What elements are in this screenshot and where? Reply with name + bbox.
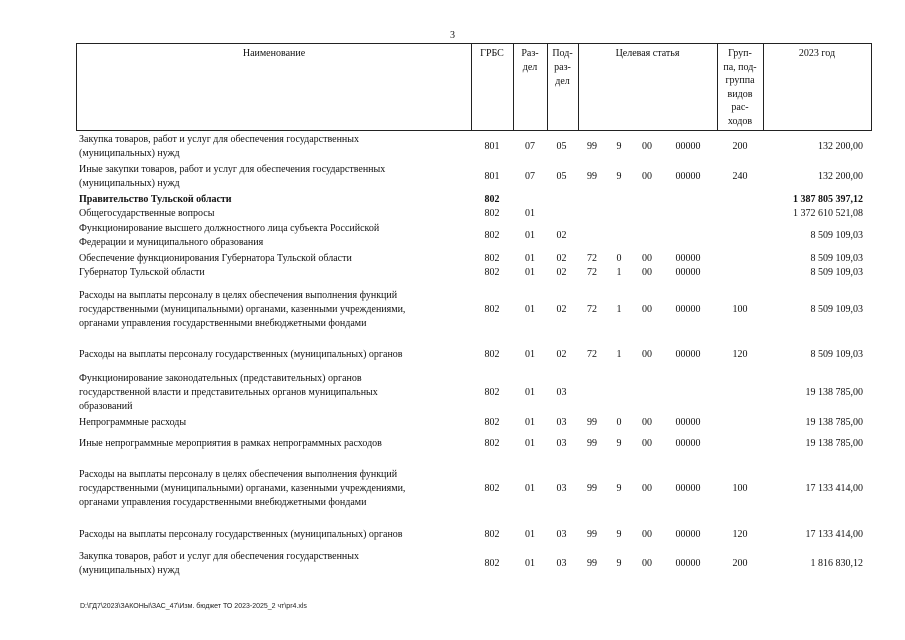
cell-t1: 99 [587, 483, 597, 494]
cell-amount: 1 372 610 521,08 [793, 208, 863, 219]
cell-rz: 07 [525, 141, 535, 152]
cell-t3: 00 [642, 171, 652, 182]
cell-amount: 19 138 785,00 [805, 438, 863, 449]
cell-t1: 99 [587, 417, 597, 428]
cell-rz: 01 [525, 483, 535, 494]
cell-pr: 02 [556, 267, 567, 278]
cell-vr: 100 [732, 483, 748, 494]
cell-t4: 00000 [675, 267, 701, 278]
cell-amount: 19 138 785,00 [805, 417, 863, 428]
row-name: Иные непрограммные мероприятия в рамках непрограммных расходов [79, 438, 382, 449]
table-row [0, 289, 905, 331]
cell-rz: 01 [525, 529, 535, 540]
header-podrazdel: Под- раз- дел [552, 48, 573, 87]
cell-grbs: 802 [484, 438, 500, 449]
cell-t4: 00000 [675, 349, 701, 360]
cell-t2: 1 [616, 267, 622, 278]
cell-grbs: 802 [484, 349, 500, 360]
cell-t3: 00 [642, 529, 652, 540]
cell-t2: 1 [616, 349, 622, 360]
cell-amount: 17 133 414,00 [805, 529, 863, 540]
cell-t3: 00 [642, 253, 652, 264]
row-name: Непрограммные расходы [79, 417, 187, 428]
cell-pr: 03 [556, 417, 567, 428]
cell-grbs: 801 [484, 141, 500, 152]
cell-rz: 07 [525, 171, 535, 182]
table-row [0, 348, 905, 362]
row-name: Правительство Тульской области [79, 194, 232, 205]
cell-vr: 200 [732, 558, 748, 569]
cell-t3: 00 [642, 141, 652, 152]
cell-amount: 1 816 830,12 [810, 558, 863, 569]
table-row [0, 222, 905, 250]
cell-t3: 00 [642, 438, 652, 449]
cell-grbs: 802 [484, 529, 500, 540]
cell-t4: 00000 [675, 529, 701, 540]
row-name: Закупка товаров, работ и услуг для обеспечения государственных (муниципальных) нужд [79, 134, 360, 159]
cell-t3: 00 [642, 417, 652, 428]
cell-t1: 72 [587, 304, 597, 315]
cell-amount: 17 133 414,00 [805, 483, 863, 494]
cell-grbs: 802 [484, 417, 500, 428]
table-row [0, 550, 905, 578]
cell-t2: 9 [616, 483, 622, 494]
row-name: Иные закупки товаров, работ и услуг для обеспечения государственных (муниципальных) нужд [79, 164, 386, 189]
cell-t3: 00 [642, 483, 652, 494]
header-expense-group: Груп- па, под- группа видов рас- ходов [723, 48, 757, 127]
cell-pr: 05 [556, 171, 567, 182]
cell-amount: 132 200,00 [818, 171, 863, 182]
cell-pr: 03 [556, 438, 567, 449]
table-row [0, 266, 905, 280]
table-row [0, 437, 905, 451]
cell-pr: 02 [556, 253, 567, 264]
cell-grbs: 802 [484, 194, 500, 205]
table-row [0, 133, 905, 161]
cell-rz: 01 [525, 230, 535, 241]
cell-grbs: 801 [484, 171, 500, 182]
cell-amount: 8 509 109,03 [810, 304, 863, 315]
row-name: Расходы на выплаты персоналу государственных (муниципальных) органов [79, 529, 403, 540]
cell-t1: 99 [587, 438, 597, 449]
cell-rz: 01 [525, 438, 535, 449]
row-name: Обеспечение функционирования Губернатора Тульской области [79, 253, 352, 264]
cell-vr: 120 [732, 529, 748, 540]
table-row [0, 207, 905, 221]
cell-t2: 9 [616, 171, 622, 182]
cell-grbs: 802 [484, 267, 500, 278]
cell-rz: 01 [525, 387, 535, 398]
row-name: Функционирование высшего должностного лица субъекта Российской Федерации и муниципального образования [79, 223, 380, 248]
row-name: Общегосударственные вопросы [79, 208, 215, 219]
cell-rz: 01 [525, 267, 535, 278]
header-name: Наименование [242, 48, 306, 59]
table-row [0, 163, 905, 191]
table-header [76, 43, 872, 131]
cell-t1: 99 [587, 171, 597, 182]
cell-amount: 19 138 785,00 [805, 387, 863, 398]
cell-grbs: 802 [484, 230, 500, 241]
cell-rz: 01 [525, 349, 535, 360]
cell-rz: 01 [525, 208, 535, 219]
header-year: 2023 год [798, 48, 836, 59]
cell-t1: 72 [587, 349, 597, 360]
cell-grbs: 802 [484, 387, 500, 398]
cell-grbs: 802 [484, 253, 500, 264]
row-name: Функционирование законодательных (представительных) органов государственной власти и представительных органов муниципальных образований [79, 373, 378, 412]
cell-grbs: 802 [484, 208, 500, 219]
cell-t4: 00000 [675, 417, 701, 428]
table-row [0, 193, 905, 207]
cell-t1: 99 [587, 141, 597, 152]
row-name: Губернатор Тульской области [79, 267, 205, 278]
table-row [0, 372, 905, 414]
cell-t3: 00 [642, 349, 652, 360]
cell-t2: 9 [616, 438, 622, 449]
row-name: Расходы на выплаты персоналу в целях обеспечения выполнения функций государственными (муниципальными) органами, казенными учреждениями, органами управления государственными внебюджетными фондами [79, 290, 406, 329]
cell-amount: 132 200,00 [818, 141, 863, 152]
cell-pr: 05 [556, 141, 567, 152]
cell-pr: 03 [556, 558, 567, 569]
cell-vr: 120 [732, 349, 748, 360]
row-name: Расходы на выплаты персоналу государственных (муниципальных) органов [79, 349, 403, 360]
cell-pr: 03 [556, 483, 567, 494]
cell-rz: 01 [525, 558, 535, 569]
cell-rz: 01 [525, 417, 535, 428]
cell-t2: 9 [616, 529, 622, 540]
table-row [0, 468, 905, 510]
cell-pr: 02 [556, 304, 567, 315]
cell-pr: 03 [556, 387, 567, 398]
cell-t4: 00000 [675, 304, 701, 315]
header-razdel: Раз- дел [521, 48, 539, 73]
cell-grbs: 802 [484, 483, 500, 494]
cell-amount: 1 387 805 397,12 [793, 194, 863, 205]
cell-t4: 00000 [675, 253, 701, 264]
cell-vr: 100 [732, 304, 748, 315]
cell-amount: 8 509 109,03 [810, 349, 863, 360]
cell-rz: 01 [525, 253, 535, 264]
cell-t2: 1 [616, 304, 622, 315]
cell-vr: 200 [732, 141, 748, 152]
cell-grbs: 802 [484, 558, 500, 569]
cell-t4: 00000 [675, 171, 701, 182]
cell-amount: 8 509 109,03 [810, 253, 863, 264]
table-row [0, 416, 905, 430]
header-target-article: Целевая статья [615, 48, 680, 59]
cell-vr: 240 [732, 171, 748, 182]
cell-pr: 03 [556, 529, 567, 540]
file-path-footer: D:\ГД7\2023\ЗАКОНЫ\ЗАС_47\Изм. бюджет ТО 2023-2025_2 чт\pr4.xls [80, 603, 307, 610]
table-row [0, 252, 905, 266]
cell-t2: 0 [616, 253, 622, 264]
cell-t1: 99 [587, 558, 597, 569]
cell-t3: 00 [642, 558, 652, 569]
cell-t4: 00000 [675, 141, 701, 152]
cell-t1: 99 [587, 529, 597, 540]
cell-amount: 8 509 109,03 [810, 267, 863, 278]
cell-pr: 02 [556, 349, 567, 360]
cell-pr: 02 [556, 230, 567, 241]
cell-t4: 00000 [675, 483, 701, 494]
row-name: Расходы на выплаты персоналу в целях обеспечения выполнения функций государственными (муниципальными) органами, казенными учреждениями, органами управления государственными внебюджетными фондами [79, 469, 406, 508]
page-number: 3 [450, 30, 455, 41]
cell-t4: 00000 [675, 438, 701, 449]
row-name: Закупка товаров, работ и услуг для обеспечения государственных (муниципальных) нужд [79, 551, 360, 576]
cell-t3: 00 [642, 267, 652, 278]
cell-t1: 72 [587, 253, 597, 264]
cell-t2: 9 [616, 558, 622, 569]
cell-rz: 01 [525, 304, 535, 315]
cell-amount: 8 509 109,03 [810, 230, 863, 241]
cell-t2: 0 [616, 417, 622, 428]
cell-t3: 00 [642, 304, 652, 315]
cell-t2: 9 [616, 141, 622, 152]
cell-t1: 72 [587, 267, 597, 278]
header-grbs: ГРБС [480, 48, 504, 59]
cell-grbs: 802 [484, 304, 500, 315]
cell-t4: 00000 [675, 558, 701, 569]
table-row [0, 528, 905, 542]
